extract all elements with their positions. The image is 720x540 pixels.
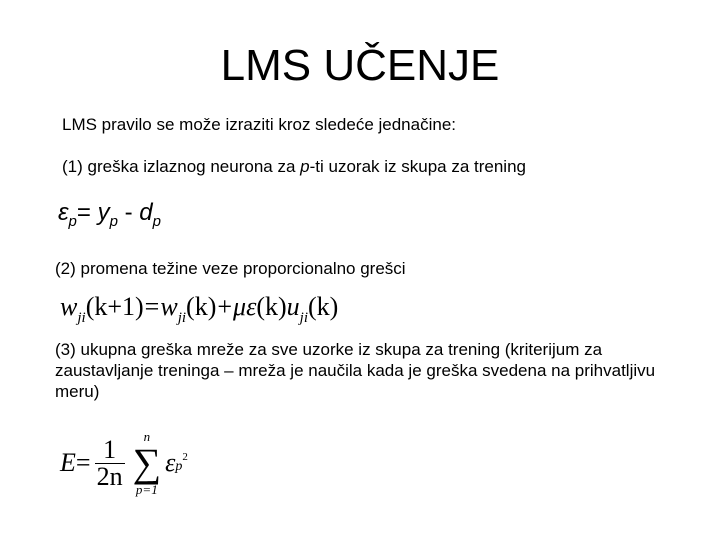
eq3-E: E [60, 448, 76, 477]
eq1-y: y [97, 199, 110, 226]
eq2-lhs-arg: (k+1) [85, 292, 144, 321]
equation-total-error [60, 428, 188, 498]
eq2-equals: = [144, 292, 160, 321]
item-3-text: (3) ukupna greška mreže za sve uzorke iz skupa za trening (kriterijum za zaustavljanje treninga – mreža je naučila kada je greška svedena na prihvatljivu meru) [55, 340, 656, 401]
eq1-minus: - [117, 199, 140, 226]
item-1-text [62, 156, 526, 177]
eq2-eps-arg: (k) [256, 292, 287, 321]
eq3-epsilon: ε [165, 448, 176, 477]
eq3-sum [133, 430, 162, 496]
slide-title: LMS UČENJE [220, 41, 500, 90]
eq2-sub-ji-u: ji [299, 310, 308, 326]
item-1-p: p [300, 157, 310, 176]
intro-text: LMS pravilo se može izraziti kroz sledeće jednačine: [62, 115, 457, 134]
eq3-eps-sup: 2 [182, 451, 188, 463]
equation-error [58, 198, 161, 228]
eq3-fraction [95, 434, 125, 491]
item-1-prefix: (1) greška izlaznog neurona za [62, 157, 301, 176]
eq3-eps-script [175, 451, 188, 475]
eq2-sub-ji-lhs: ji [77, 310, 86, 326]
eq3-numerator: 1 [103, 434, 117, 464]
eq1-sub-p-d: p [152, 213, 161, 230]
eq1-d: d [139, 199, 153, 226]
eq3-sigma: ∑ [132, 440, 162, 485]
item-1-suffix: -ti uzorak iz skupa za trening [309, 157, 526, 176]
eq3-sum-upper: n [143, 429, 151, 444]
eq2-rhs-arg: (k) [186, 292, 217, 321]
eq2-u: u [286, 292, 300, 321]
eq2-sub-ji-rhs: ji [177, 310, 187, 326]
eq1-epsilon: ε [58, 199, 69, 226]
eq3-denominator: 2n [96, 461, 123, 491]
eq2-w-lhs: w [60, 292, 78, 321]
eq2-mu-eps: με [233, 292, 257, 321]
item-2-text: (2) promena težine veze proporcionalno grešci [55, 259, 406, 278]
eq2-u-arg: (k) [308, 292, 339, 321]
eq1-equals: = [76, 199, 98, 226]
equation-weight-update [60, 290, 338, 324]
eq3-eps-sub: p [175, 459, 183, 474]
eq3-sum-lower: p=1 [135, 482, 158, 497]
eq2-plus: + [217, 292, 233, 321]
eq2-w-rhs: w [160, 292, 178, 321]
eq3-equals: = [75, 448, 91, 477]
eq1-sub-p-y: p [109, 213, 118, 230]
eq1-sub-p: p [68, 213, 77, 230]
